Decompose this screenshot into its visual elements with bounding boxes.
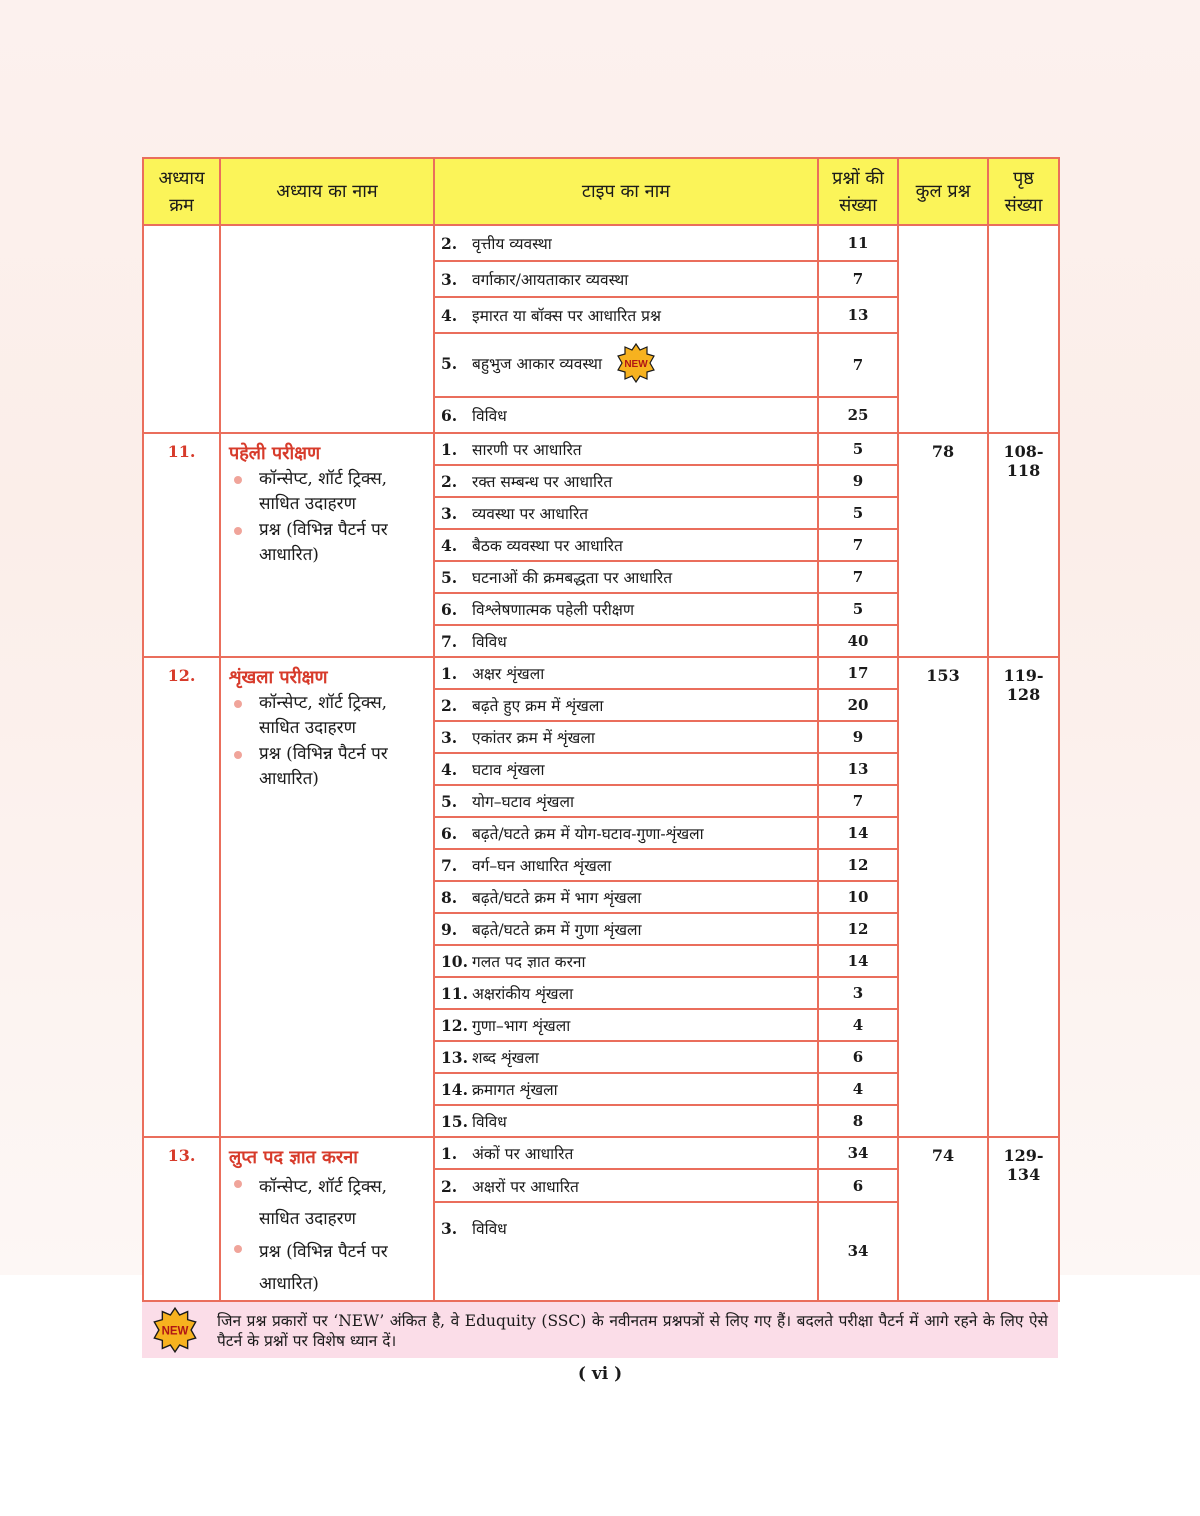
type-cell — [434, 817, 818, 849]
new-badge-icon — [616, 343, 656, 387]
total-cell — [898, 225, 988, 433]
type-cell — [434, 433, 818, 465]
type-cell — [434, 1169, 818, 1201]
type-cell — [434, 977, 818, 1009]
type-cell — [434, 1202, 818, 1301]
chapter-number: 11. — [143, 433, 220, 657]
question-count: 5 — [818, 433, 898, 465]
page-range: 108-118 — [988, 433, 1059, 657]
bullet-text: आधारित) — [259, 769, 319, 789]
new-badge-icon — [152, 1307, 198, 1357]
question-count: 10 — [818, 881, 898, 913]
type-name: बढ़ते/घटते क्रम में गुणा शृंखला — [472, 921, 642, 939]
question-count: 7 — [818, 261, 898, 297]
type-number: 8. — [441, 888, 458, 907]
type-cell — [434, 497, 818, 529]
bullet-text: साधित उदाहरण — [259, 1209, 356, 1229]
table-row — [143, 433, 1059, 465]
type-name: घटनाओं की क्रमबद्धता पर आधारित — [472, 569, 673, 587]
type-number: 4. — [441, 536, 458, 555]
note-text: जिन प्रश्न प्रकारों पर ‘NEW’ अंकित है, वे Eduquity (SSC) के नवीनतम प्रश्नपत्रों से लिए गए हैं। बदलते परीक्षा पैटर्न में आगे रहने के लिए ऐसे पैटर्न के प्रश्नों पर विशेष ध्यान दें। — [217, 1312, 1048, 1350]
type-cell — [434, 881, 818, 913]
total-questions: 153 — [898, 657, 988, 1137]
bullet-text: कॉन्सेप्ट, शॉर्ट ट्रिक्स, — [259, 469, 388, 489]
type-name: अक्षरों पर आधारित — [472, 1177, 579, 1196]
type-number: 4. — [441, 760, 458, 779]
type-cell — [434, 1105, 818, 1137]
type-cell — [434, 297, 818, 333]
type-name: शब्द शृंखला — [472, 1049, 539, 1067]
bullet-text: प्रश्न (विभिन्न पैटर्न पर — [259, 744, 388, 764]
type-number: 11. — [441, 984, 468, 1003]
chapter-number: 13. — [143, 1137, 220, 1301]
question-count: 40 — [818, 625, 898, 657]
new-badge-text: NEW — [624, 359, 648, 370]
chapter-name-cell — [220, 657, 434, 1137]
type-cell — [434, 1073, 818, 1105]
bullet-item — [227, 1171, 427, 1235]
header-text: क्रम — [169, 194, 194, 216]
type-name: अक्षर शृंखला — [472, 665, 545, 683]
type-cell — [434, 1137, 818, 1169]
bullet-text: कॉन्सेप्ट, शॉर्ट ट्रिक्स, — [259, 693, 388, 713]
type-cell — [434, 689, 818, 721]
type-name: विविध — [472, 1219, 507, 1238]
type-name: विविध — [472, 407, 507, 425]
type-cell — [434, 849, 818, 881]
question-count: 13 — [818, 297, 898, 333]
type-name: बढ़ते हुए क्रम में शृंखला — [472, 697, 604, 715]
question-count: 14 — [818, 945, 898, 977]
type-number: 2. — [441, 1176, 458, 1196]
question-count: 4 — [818, 1073, 898, 1105]
type-cell — [434, 657, 818, 689]
type-number: 7. — [441, 632, 458, 651]
question-count: 5 — [818, 593, 898, 625]
question-count: 14 — [818, 817, 898, 849]
type-number: 5. — [441, 568, 458, 587]
type-cell — [434, 1041, 818, 1073]
header-row — [143, 158, 1059, 225]
type-name: एकांतर क्रम में शृंखला — [472, 729, 595, 747]
type-number: 6. — [441, 824, 458, 843]
type-name: बैठक व्यवस्था पर आधारित — [472, 537, 623, 555]
type-number: 5. — [441, 792, 458, 811]
type-number: 1. — [441, 664, 458, 683]
bullet-item — [227, 467, 427, 517]
type-name: अक्षरांकीय शृंखला — [472, 985, 574, 1003]
type-number: 3. — [441, 1218, 458, 1238]
chapter-title: शृंखला परीक्षण — [229, 667, 328, 688]
bullet-text: साधित उदाहरण — [259, 494, 356, 514]
type-number: 4. — [441, 306, 458, 325]
bullet-text: प्रश्न (विभिन्न पैटर्न पर — [259, 1242, 388, 1262]
type-name: रक्त सम्बन्ध पर आधारित — [472, 473, 613, 491]
header-text: संख्या — [1004, 194, 1043, 216]
question-count: 12 — [818, 849, 898, 881]
type-name: व्यवस्था पर आधारित — [472, 505, 589, 523]
question-count: 7 — [818, 333, 898, 397]
new-note-box — [142, 1302, 1058, 1358]
type-cell — [434, 561, 818, 593]
type-number: 2. — [441, 472, 458, 491]
total-questions: 78 — [898, 433, 988, 657]
question-count: 5 — [818, 497, 898, 529]
type-name: योग–घटाव शृंखला — [472, 793, 575, 811]
bullet-text: प्रश्न (विभिन्न पैटर्न पर — [259, 520, 388, 540]
question-count: 3 — [818, 977, 898, 1009]
type-name: अंकों पर आधारित — [472, 1145, 574, 1164]
type-name: वृत्तीय व्यवस्था — [472, 235, 552, 253]
type-cell — [434, 225, 818, 261]
type-name: विविध — [472, 1113, 507, 1131]
type-name: गलत पद ज्ञात करना — [472, 953, 586, 971]
chapter-title: पहेली परीक्षण — [229, 443, 321, 464]
header-chapter-no — [143, 158, 220, 225]
type-number: 13. — [441, 1048, 468, 1067]
bullet-item — [227, 518, 427, 568]
question-count: 9 — [818, 465, 898, 497]
chapter-title: लुप्त पद ज्ञात करना — [229, 1147, 358, 1168]
question-count: 12 — [818, 913, 898, 945]
type-cell — [434, 333, 818, 397]
pages-cell — [988, 225, 1059, 433]
header-text: अध्याय — [158, 167, 205, 189]
page-range: 129-134 — [988, 1137, 1059, 1301]
question-count: 25 — [818, 397, 898, 433]
chapter-no-cell — [143, 225, 220, 433]
type-name: सारणी पर आधारित — [472, 441, 582, 459]
new-badge-text: NEW — [161, 1325, 189, 1338]
type-name: इमारत या बॉक्स पर आधारित प्रश्न — [472, 307, 661, 325]
question-count: 8 — [818, 1105, 898, 1137]
type-number: 9. — [441, 920, 458, 939]
question-count: 34 — [818, 1137, 898, 1169]
type-number: 2. — [441, 696, 458, 715]
type-cell — [434, 465, 818, 497]
page-range: 119-128 — [988, 657, 1059, 1137]
page-number: ( vi ) — [577, 1364, 623, 1384]
header-text: टाइप का नाम — [581, 181, 671, 202]
type-number: 3. — [441, 270, 458, 289]
chapter-name-cell — [220, 225, 434, 433]
table-row — [143, 1137, 1059, 1169]
header-text: अध्याय का नाम — [276, 181, 378, 202]
header-chapter-name — [220, 158, 434, 225]
type-name: वर्ग–घन आधारित शृंखला — [472, 857, 612, 875]
type-number: 15. — [441, 1112, 468, 1131]
chapter-number: 12. — [143, 657, 220, 1137]
header-page-no — [988, 158, 1059, 225]
type-number: 3. — [441, 728, 458, 747]
header-type-name — [434, 158, 818, 225]
bullet-text: आधारित) — [259, 545, 319, 565]
type-cell — [434, 625, 818, 657]
type-number: 7. — [441, 856, 458, 875]
question-count: 6 — [818, 1041, 898, 1073]
bullet-item — [227, 691, 427, 741]
type-cell — [434, 945, 818, 977]
type-name: घटाव शृंखला — [472, 761, 545, 779]
contents-table — [142, 157, 1060, 1302]
bullet-item — [227, 1236, 427, 1300]
type-number: 14. — [441, 1080, 468, 1099]
type-name: गुणा–भाग शृंखला — [472, 1017, 571, 1035]
header-text: पृष्ठ — [1013, 167, 1034, 189]
type-name: विश्लेषणात्मक पहेली परीक्षण — [472, 601, 635, 619]
question-count: 7 — [818, 561, 898, 593]
question-count: 7 — [818, 785, 898, 817]
type-number: 12. — [441, 1016, 468, 1035]
type-number: 1. — [441, 1144, 458, 1164]
header-total-questions — [898, 158, 988, 225]
type-number: 10. — [441, 952, 468, 971]
type-name: बढ़ते/घटते क्रम में योग-घटाव-गुणा-शृंखला — [472, 825, 704, 843]
type-number: 6. — [441, 406, 458, 425]
type-cell — [434, 913, 818, 945]
table-row — [143, 657, 1059, 689]
question-count: 11 — [818, 225, 898, 261]
type-cell — [434, 593, 818, 625]
question-count: 4 — [818, 1009, 898, 1041]
type-number: 5. — [441, 354, 458, 373]
type-cell — [434, 261, 818, 297]
bullet-text: आधारित) — [259, 1274, 319, 1294]
type-cell — [434, 1009, 818, 1041]
type-cell — [434, 785, 818, 817]
question-count: 34 — [818, 1202, 898, 1301]
type-number: 1. — [441, 440, 458, 459]
total-questions: 74 — [898, 1137, 988, 1301]
question-count: 7 — [818, 529, 898, 561]
question-count: 6 — [818, 1169, 898, 1201]
type-cell — [434, 753, 818, 785]
type-number: 6. — [441, 600, 458, 619]
question-count: 20 — [818, 689, 898, 721]
type-cell — [434, 721, 818, 753]
type-cell — [434, 529, 818, 561]
bullet-text: कॉन्सेप्ट, शॉर्ट ट्रिक्स, — [259, 1177, 388, 1197]
header-text: प्रश्नों की — [832, 167, 884, 189]
type-name: बढ़ते/घटते क्रम में भाग शृंखला — [472, 889, 642, 907]
type-number: 2. — [441, 234, 458, 253]
question-count: 17 — [818, 657, 898, 689]
chapter-name-cell — [220, 1137, 434, 1301]
bullet-text: साधित उदाहरण — [259, 718, 356, 738]
chapter-name-cell — [220, 433, 434, 657]
type-name: विविध — [472, 633, 507, 651]
type-cell — [434, 397, 818, 433]
header-question-count — [818, 158, 898, 225]
question-count: 9 — [818, 721, 898, 753]
header-text: संख्या — [839, 194, 877, 216]
question-count: 13 — [818, 753, 898, 785]
type-name: क्रमागत शृंखला — [472, 1081, 558, 1099]
type-name: वर्गाकार/आयताकार व्यवस्था — [472, 271, 629, 289]
table-row — [143, 225, 1059, 261]
header-text: कुल प्रश्न — [915, 181, 971, 202]
bullet-item — [227, 742, 427, 792]
type-number: 3. — [441, 504, 458, 523]
type-name: बहुभुज आकार व्यवस्था — [472, 355, 602, 373]
